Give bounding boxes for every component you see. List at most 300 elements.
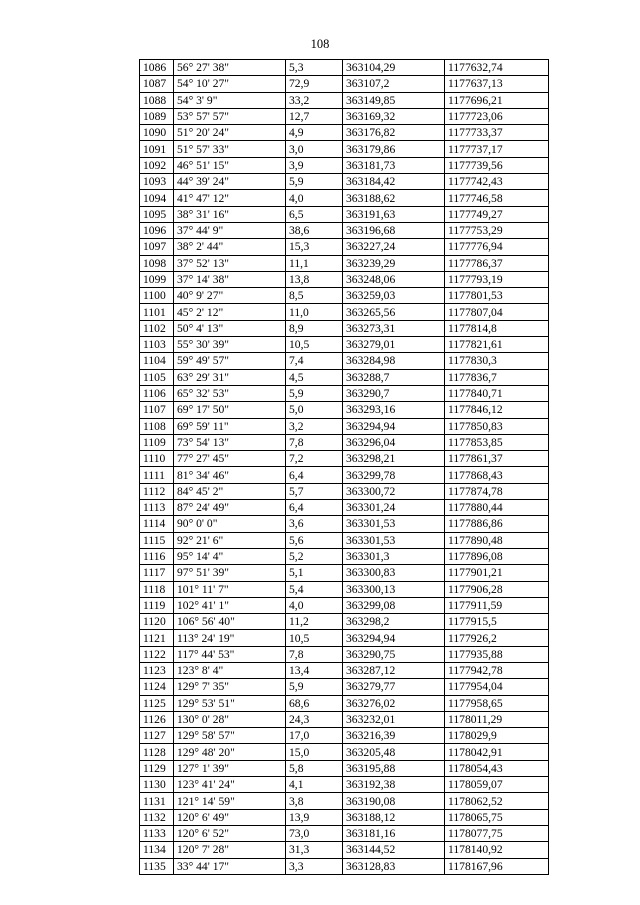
point-number-cell: 1091 <box>140 141 174 157</box>
angle-cell: 59° 49' 57" <box>174 353 286 369</box>
x-coordinate-cell: 363276,02 <box>343 695 445 711</box>
table-row <box>140 597 549 613</box>
length-cell: 11,1 <box>286 255 343 271</box>
y-coordinate-cell: 1177637,13 <box>445 76 549 92</box>
point-number-cell: 1113 <box>140 500 174 516</box>
x-coordinate-cell: 363188,62 <box>343 190 445 206</box>
x-coordinate-cell: 363104,29 <box>343 60 445 76</box>
y-coordinate-cell: 1177915,5 <box>445 614 549 630</box>
point-number-cell: 1122 <box>140 646 174 662</box>
point-number-cell: 1086 <box>140 60 174 76</box>
point-number-cell: 1120 <box>140 614 174 630</box>
length-cell: 4,1 <box>286 777 343 793</box>
length-cell: 68,6 <box>286 695 343 711</box>
y-coordinate-cell: 1177846,12 <box>445 402 549 418</box>
angle-cell: 117° 44' 53" <box>174 646 286 662</box>
angle-cell: 45° 2' 12" <box>174 304 286 320</box>
x-coordinate-cell: 363216,39 <box>343 728 445 744</box>
angle-cell: 81° 34' 46" <box>174 467 286 483</box>
x-coordinate-cell: 363265,56 <box>343 304 445 320</box>
x-coordinate-cell: 363205,48 <box>343 744 445 760</box>
length-cell: 11,2 <box>286 614 343 630</box>
y-coordinate-cell: 1178042,91 <box>445 744 549 760</box>
x-coordinate-cell: 363190,08 <box>343 793 445 809</box>
angle-cell: 130° 0' 28" <box>174 711 286 727</box>
point-number-cell: 1102 <box>140 320 174 336</box>
point-number-cell: 1129 <box>140 760 174 776</box>
angle-cell: 123° 8' 4" <box>174 662 286 678</box>
table-row <box>140 630 549 646</box>
table-row <box>140 304 549 320</box>
angle-cell: 120° 6' 52" <box>174 825 286 841</box>
angle-cell: 37° 14' 38" <box>174 271 286 287</box>
angle-cell: 120° 7' 28" <box>174 842 286 858</box>
x-coordinate-cell: 363232,01 <box>343 711 445 727</box>
length-cell: 72,9 <box>286 76 343 92</box>
table-row <box>140 174 549 190</box>
length-cell: 8,9 <box>286 320 343 336</box>
table-row <box>140 320 549 336</box>
x-coordinate-cell: 363248,06 <box>343 271 445 287</box>
x-coordinate-cell: 363301,3 <box>343 548 445 564</box>
x-coordinate-cell: 363273,31 <box>343 320 445 336</box>
length-cell: 38,6 <box>286 222 343 238</box>
point-number-cell: 1098 <box>140 255 174 271</box>
y-coordinate-cell: 1177880,44 <box>445 500 549 516</box>
y-coordinate-cell: 1178167,96 <box>445 858 549 874</box>
x-coordinate-cell: 363300,13 <box>343 581 445 597</box>
table-row <box>140 206 549 222</box>
length-cell: 6,4 <box>286 467 343 483</box>
angle-cell: 44° 39' 24" <box>174 174 286 190</box>
angle-cell: 73° 54' 13" <box>174 434 286 450</box>
angle-cell: 101° 11' 7" <box>174 581 286 597</box>
table-row <box>140 418 549 434</box>
length-cell: 4,0 <box>286 190 343 206</box>
table-row <box>140 744 549 760</box>
angle-cell: 123° 41' 24" <box>174 777 286 793</box>
coordinates-table <box>139 59 549 875</box>
point-number-cell: 1108 <box>140 418 174 434</box>
y-coordinate-cell: 1177696,21 <box>445 92 549 108</box>
table-row <box>140 483 549 499</box>
x-coordinate-cell: 363279,01 <box>343 337 445 353</box>
angle-cell: 63° 29' 31" <box>174 369 286 385</box>
point-number-cell: 1132 <box>140 809 174 825</box>
length-cell: 7,4 <box>286 353 343 369</box>
y-coordinate-cell: 1178054,43 <box>445 760 549 776</box>
y-coordinate-cell: 1178062,52 <box>445 793 549 809</box>
point-number-cell: 1110 <box>140 451 174 467</box>
y-coordinate-cell: 1177814,8 <box>445 320 549 336</box>
y-coordinate-cell: 1178029,9 <box>445 728 549 744</box>
angle-cell: 54° 10' 27" <box>174 76 286 92</box>
length-cell: 15,3 <box>286 239 343 255</box>
table-row <box>140 239 549 255</box>
length-cell: 3,2 <box>286 418 343 434</box>
angle-cell: 46° 51' 15" <box>174 157 286 173</box>
point-number-cell: 1100 <box>140 288 174 304</box>
x-coordinate-cell: 363293,16 <box>343 402 445 418</box>
x-coordinate-cell: 363296,04 <box>343 434 445 450</box>
table-row <box>140 337 549 353</box>
point-number-cell: 1088 <box>140 92 174 108</box>
length-cell: 6,5 <box>286 206 343 222</box>
x-coordinate-cell: 363288,7 <box>343 369 445 385</box>
length-cell: 5,3 <box>286 60 343 76</box>
point-number-cell: 1118 <box>140 581 174 597</box>
y-coordinate-cell: 1178140,92 <box>445 842 549 858</box>
angle-cell: 38° 2' 44" <box>174 239 286 255</box>
point-number-cell: 1127 <box>140 728 174 744</box>
point-number-cell: 1090 <box>140 125 174 141</box>
point-number-cell: 1105 <box>140 369 174 385</box>
angle-cell: 106° 56' 40" <box>174 614 286 630</box>
x-coordinate-cell: 363169,32 <box>343 108 445 124</box>
table-row <box>140 108 549 124</box>
point-number-cell: 1124 <box>140 679 174 695</box>
length-cell: 4,9 <box>286 125 343 141</box>
y-coordinate-cell: 1177954,04 <box>445 679 549 695</box>
y-coordinate-cell: 1177830,3 <box>445 353 549 369</box>
length-cell: 7,8 <box>286 646 343 662</box>
x-coordinate-cell: 363298,2 <box>343 614 445 630</box>
table-row <box>140 662 549 678</box>
table-row <box>140 451 549 467</box>
y-coordinate-cell: 1177801,53 <box>445 288 549 304</box>
y-coordinate-cell: 1177958,65 <box>445 695 549 711</box>
x-coordinate-cell: 363179,86 <box>343 141 445 157</box>
point-number-cell: 1125 <box>140 695 174 711</box>
table-row <box>140 711 549 727</box>
length-cell: 15,0 <box>286 744 343 760</box>
table-row <box>140 369 549 385</box>
length-cell: 3,3 <box>286 858 343 874</box>
angle-cell: 102° 41' 1" <box>174 597 286 613</box>
x-coordinate-cell: 363192,38 <box>343 777 445 793</box>
point-number-cell: 1130 <box>140 777 174 793</box>
x-coordinate-cell: 363294,94 <box>343 418 445 434</box>
y-coordinate-cell: 1177926,2 <box>445 630 549 646</box>
angle-cell: 90° 0' 0" <box>174 516 286 532</box>
point-number-cell: 1089 <box>140 108 174 124</box>
table-row <box>140 760 549 776</box>
page-number: 108 <box>310 37 330 51</box>
table-body <box>140 60 549 875</box>
y-coordinate-cell: 1177886,86 <box>445 516 549 532</box>
point-number-cell: 1096 <box>140 222 174 238</box>
angle-cell: 77° 27' 45" <box>174 451 286 467</box>
y-coordinate-cell: 1177911,59 <box>445 597 549 613</box>
angle-cell: 121° 14' 59" <box>174 793 286 809</box>
y-coordinate-cell: 1177807,04 <box>445 304 549 320</box>
point-number-cell: 1094 <box>140 190 174 206</box>
y-coordinate-cell: 1177836,7 <box>445 369 549 385</box>
angle-cell: 53° 57' 57" <box>174 108 286 124</box>
angle-cell: 127° 1' 39" <box>174 760 286 776</box>
x-coordinate-cell: 363301,24 <box>343 500 445 516</box>
y-coordinate-cell: 1177786,37 <box>445 255 549 271</box>
y-coordinate-cell: 1177861,37 <box>445 451 549 467</box>
table-row <box>140 255 549 271</box>
length-cell: 73,0 <box>286 825 343 841</box>
y-coordinate-cell: 1177901,21 <box>445 565 549 581</box>
x-coordinate-cell: 363181,16 <box>343 825 445 841</box>
length-cell: 5,9 <box>286 174 343 190</box>
y-coordinate-cell: 1177821,61 <box>445 337 549 353</box>
length-cell: 10,5 <box>286 337 343 353</box>
point-number-cell: 1116 <box>140 548 174 564</box>
x-coordinate-cell: 363298,21 <box>343 451 445 467</box>
angle-cell: 51° 57' 33" <box>174 141 286 157</box>
length-cell: 5,8 <box>286 760 343 776</box>
point-number-cell: 1131 <box>140 793 174 809</box>
y-coordinate-cell: 1177840,71 <box>445 385 549 401</box>
length-cell: 5,9 <box>286 385 343 401</box>
table-row <box>140 548 549 564</box>
y-coordinate-cell: 1177733,37 <box>445 125 549 141</box>
table-row <box>140 500 549 516</box>
x-coordinate-cell: 363239,29 <box>343 255 445 271</box>
table-row <box>140 565 549 581</box>
length-cell: 3,8 <box>286 793 343 809</box>
x-coordinate-cell: 363300,83 <box>343 565 445 581</box>
table-row <box>140 385 549 401</box>
y-coordinate-cell: 1178065,75 <box>445 809 549 825</box>
y-coordinate-cell: 1177723,06 <box>445 108 549 124</box>
length-cell: 13,9 <box>286 809 343 825</box>
y-coordinate-cell: 1177793,19 <box>445 271 549 287</box>
angle-cell: 37° 44' 9" <box>174 222 286 238</box>
x-coordinate-cell: 363299,78 <box>343 467 445 483</box>
table-row <box>140 190 549 206</box>
angle-cell: 56° 27' 38" <box>174 60 286 76</box>
x-coordinate-cell: 363191,63 <box>343 206 445 222</box>
table-row <box>140 434 549 450</box>
point-number-cell: 1112 <box>140 483 174 499</box>
x-coordinate-cell: 363149,85 <box>343 92 445 108</box>
length-cell: 33,2 <box>286 92 343 108</box>
point-number-cell: 1115 <box>140 532 174 548</box>
y-coordinate-cell: 1178077,75 <box>445 825 549 841</box>
point-number-cell: 1119 <box>140 597 174 613</box>
point-number-cell: 1092 <box>140 157 174 173</box>
x-coordinate-cell: 363290,7 <box>343 385 445 401</box>
table-row <box>140 271 549 287</box>
point-number-cell: 1095 <box>140 206 174 222</box>
x-coordinate-cell: 363294,94 <box>343 630 445 646</box>
x-coordinate-cell: 363195,88 <box>343 760 445 776</box>
length-cell: 24,3 <box>286 711 343 727</box>
y-coordinate-cell: 1177632,74 <box>445 60 549 76</box>
x-coordinate-cell: 363287,12 <box>343 662 445 678</box>
y-coordinate-cell: 1177896,08 <box>445 548 549 564</box>
point-number-cell: 1134 <box>140 842 174 858</box>
y-coordinate-cell: 1177753,29 <box>445 222 549 238</box>
table-row <box>140 222 549 238</box>
point-number-cell: 1126 <box>140 711 174 727</box>
angle-cell: 38° 31' 16" <box>174 206 286 222</box>
x-coordinate-cell: 363299,08 <box>343 597 445 613</box>
length-cell: 7,8 <box>286 434 343 450</box>
point-number-cell: 1104 <box>140 353 174 369</box>
length-cell: 5,2 <box>286 548 343 564</box>
table-row <box>140 581 549 597</box>
point-number-cell: 1114 <box>140 516 174 532</box>
y-coordinate-cell: 1177853,85 <box>445 434 549 450</box>
table-row <box>140 842 549 858</box>
table-row <box>140 614 549 630</box>
point-number-cell: 1103 <box>140 337 174 353</box>
point-number-cell: 1109 <box>140 434 174 450</box>
length-cell: 12,7 <box>286 108 343 124</box>
table-row <box>140 157 549 173</box>
angle-cell: 84° 45' 2" <box>174 483 286 499</box>
table-row <box>140 728 549 744</box>
angle-cell: 69° 59' 11" <box>174 418 286 434</box>
angle-cell: 69° 17' 50" <box>174 402 286 418</box>
table-row <box>140 467 549 483</box>
table-row <box>140 402 549 418</box>
length-cell: 3,9 <box>286 157 343 173</box>
x-coordinate-cell: 363107,2 <box>343 76 445 92</box>
length-cell: 11,0 <box>286 304 343 320</box>
x-coordinate-cell: 363279,77 <box>343 679 445 695</box>
angle-cell: 120° 6' 49" <box>174 809 286 825</box>
x-coordinate-cell: 363301,53 <box>343 516 445 532</box>
x-coordinate-cell: 363227,24 <box>343 239 445 255</box>
table-row <box>140 76 549 92</box>
length-cell: 5,4 <box>286 581 343 597</box>
x-coordinate-cell: 363284,98 <box>343 353 445 369</box>
point-number-cell: 1128 <box>140 744 174 760</box>
point-number-cell: 1093 <box>140 174 174 190</box>
table-row <box>140 793 549 809</box>
point-number-cell: 1111 <box>140 467 174 483</box>
length-cell: 3,0 <box>286 141 343 157</box>
x-coordinate-cell: 363181,73 <box>343 157 445 173</box>
length-cell: 13,8 <box>286 271 343 287</box>
table-row <box>140 125 549 141</box>
x-coordinate-cell: 363196,68 <box>343 222 445 238</box>
table-row <box>140 777 549 793</box>
y-coordinate-cell: 1177874,78 <box>445 483 549 499</box>
x-coordinate-cell: 363144,52 <box>343 842 445 858</box>
angle-cell: 50° 4' 13" <box>174 320 286 336</box>
length-cell: 17,0 <box>286 728 343 744</box>
y-coordinate-cell: 1177850,83 <box>445 418 549 434</box>
angle-cell: 54° 3' 9" <box>174 92 286 108</box>
length-cell: 4,5 <box>286 369 343 385</box>
length-cell: 5,9 <box>286 679 343 695</box>
length-cell: 5,0 <box>286 402 343 418</box>
angle-cell: 129° 53' 51" <box>174 695 286 711</box>
y-coordinate-cell: 1177906,28 <box>445 581 549 597</box>
y-coordinate-cell: 1178059,07 <box>445 777 549 793</box>
x-coordinate-cell: 363300,72 <box>343 483 445 499</box>
length-cell: 5,1 <box>286 565 343 581</box>
table-row <box>140 858 549 874</box>
angle-cell: 113° 24' 19" <box>174 630 286 646</box>
length-cell: 6,4 <box>286 500 343 516</box>
point-number-cell: 1117 <box>140 565 174 581</box>
angle-cell: 55° 30' 39" <box>174 337 286 353</box>
y-coordinate-cell: 1177746,58 <box>445 190 549 206</box>
x-coordinate-cell: 363184,42 <box>343 174 445 190</box>
table-row <box>140 646 549 662</box>
length-cell: 4,0 <box>286 597 343 613</box>
x-coordinate-cell: 363259,03 <box>343 288 445 304</box>
table-row <box>140 695 549 711</box>
table-row <box>140 141 549 157</box>
table-row <box>140 679 549 695</box>
y-coordinate-cell: 1177942,78 <box>445 662 549 678</box>
point-number-cell: 1097 <box>140 239 174 255</box>
angle-cell: 92° 21' 6" <box>174 532 286 548</box>
angle-cell: 65° 32' 53" <box>174 385 286 401</box>
y-coordinate-cell: 1177890,48 <box>445 532 549 548</box>
point-number-cell: 1101 <box>140 304 174 320</box>
angle-cell: 41° 47' 12" <box>174 190 286 206</box>
y-coordinate-cell: 1178011,29 <box>445 711 549 727</box>
x-coordinate-cell: 363301,53 <box>343 532 445 548</box>
table-row <box>140 353 549 369</box>
y-coordinate-cell: 1177776,94 <box>445 239 549 255</box>
point-number-cell: 1087 <box>140 76 174 92</box>
y-coordinate-cell: 1177739,56 <box>445 157 549 173</box>
length-cell: 5,7 <box>286 483 343 499</box>
angle-cell: 129° 7' 35" <box>174 679 286 695</box>
x-coordinate-cell: 363176,82 <box>343 125 445 141</box>
length-cell: 7,2 <box>286 451 343 467</box>
y-coordinate-cell: 1177935,88 <box>445 646 549 662</box>
x-coordinate-cell: 363188,12 <box>343 809 445 825</box>
length-cell: 31,3 <box>286 842 343 858</box>
angle-cell: 33° 44' 17" <box>174 858 286 874</box>
x-coordinate-cell: 363290,75 <box>343 646 445 662</box>
point-number-cell: 1135 <box>140 858 174 874</box>
point-number-cell: 1133 <box>140 825 174 841</box>
table-row <box>140 92 549 108</box>
angle-cell: 129° 58' 57" <box>174 728 286 744</box>
table-row <box>140 532 549 548</box>
angle-cell: 129° 48' 20" <box>174 744 286 760</box>
point-number-cell: 1099 <box>140 271 174 287</box>
angle-cell: 51° 20' 24" <box>174 125 286 141</box>
length-cell: 13,4 <box>286 662 343 678</box>
point-number-cell: 1107 <box>140 402 174 418</box>
y-coordinate-cell: 1177868,43 <box>445 467 549 483</box>
table-row <box>140 288 549 304</box>
point-number-cell: 1106 <box>140 385 174 401</box>
angle-cell: 87° 24' 49" <box>174 500 286 516</box>
angle-cell: 97° 51' 39" <box>174 565 286 581</box>
y-coordinate-cell: 1177742,43 <box>445 174 549 190</box>
y-coordinate-cell: 1177737,17 <box>445 141 549 157</box>
y-coordinate-cell: 1177749,27 <box>445 206 549 222</box>
table-row <box>140 825 549 841</box>
table-row <box>140 516 549 532</box>
angle-cell: 40° 9' 27" <box>174 288 286 304</box>
angle-cell: 37° 52' 13" <box>174 255 286 271</box>
length-cell: 8,5 <box>286 288 343 304</box>
length-cell: 3,6 <box>286 516 343 532</box>
length-cell: 5,6 <box>286 532 343 548</box>
table-row <box>140 60 549 76</box>
x-coordinate-cell: 363128,83 <box>343 858 445 874</box>
length-cell: 10,5 <box>286 630 343 646</box>
angle-cell: 95° 14' 4" <box>174 548 286 564</box>
